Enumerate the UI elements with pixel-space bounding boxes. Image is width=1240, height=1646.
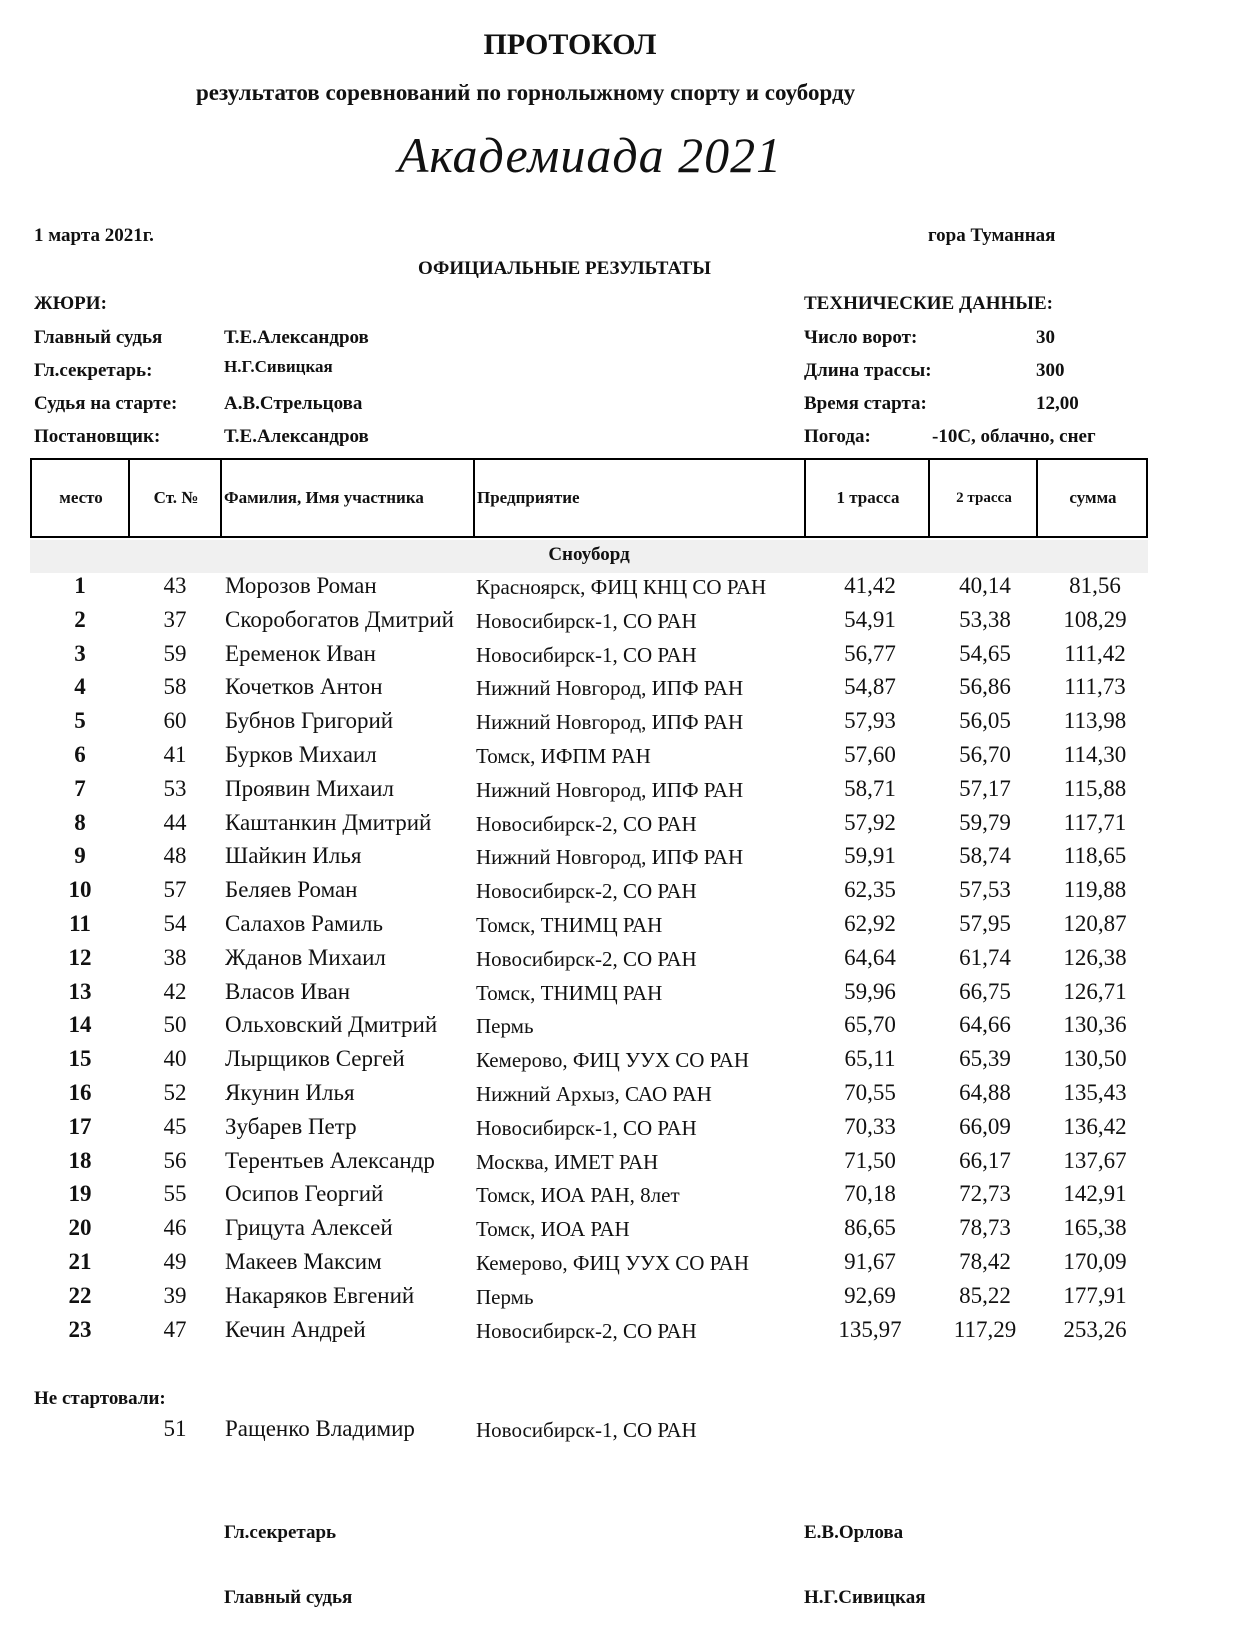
- participant-name-cell: Накаряков Евгений: [225, 1282, 415, 1308]
- start-number-cell: 55: [163, 1181, 187, 1207]
- document-title: ПРОТОКОЛ: [483, 28, 657, 61]
- place-cell: 6: [74, 742, 86, 767]
- signature-role: Главный судья: [224, 1587, 353, 1608]
- run1-time-cell: 54,87: [844, 674, 896, 700]
- organization-cell: Красноярск, ФИЦ КНЦ СО РАН: [476, 575, 767, 599]
- organization-cell: Томск, ИФПМ РАН: [476, 744, 651, 768]
- run2-time-cell: 65,39: [959, 1046, 1011, 1072]
- table-row: [0, 1181, 1240, 1215]
- jury-heading: ЖЮРИ:: [34, 293, 107, 314]
- jury-name: Т.Е.Александров: [224, 426, 369, 447]
- table-row: [0, 1080, 1240, 1114]
- participant-name-cell: Ольховский Дмитрий: [225, 1012, 438, 1038]
- jury-role: Главный судья: [34, 327, 163, 348]
- total-time-cell: 108,29: [1063, 606, 1127, 632]
- organization-cell: Томск, ИОА РАН: [476, 1217, 630, 1242]
- column-header-place: место: [59, 488, 103, 507]
- total-time-cell: 130,50: [1063, 1046, 1127, 1072]
- start-number-cell: 49: [163, 1249, 187, 1274]
- total-time-cell: 81,56: [1069, 573, 1121, 598]
- participant-name-cell: Морозов Роман: [225, 573, 377, 598]
- total-time-cell: 170,09: [1063, 1249, 1127, 1274]
- organization-cell: Нижний Новгород, ИПФ РАН: [476, 676, 744, 701]
- run1-time-cell: 71,50: [844, 1147, 896, 1173]
- table-row: [0, 1215, 1240, 1249]
- table-row: [0, 708, 1240, 742]
- total-time-cell: 165,38: [1063, 1215, 1127, 1241]
- place-cell: 1: [74, 573, 86, 598]
- participant-name-cell: Бурков Михаил: [225, 742, 377, 767]
- table-row: [0, 1114, 1240, 1148]
- participant-name-cell: Терентьев Александр: [225, 1147, 435, 1173]
- run2-time-cell: 58,74: [959, 843, 1011, 869]
- jury-name: Н.Г.Сивицкая: [224, 357, 333, 376]
- place-cell: 5: [74, 708, 86, 734]
- organization-cell: Новосибирск-2, СО РАН: [476, 811, 697, 836]
- table-row: [0, 1148, 1240, 1182]
- total-time-cell: 119,88: [1063, 877, 1127, 903]
- start-number-cell: 40: [163, 1046, 187, 1072]
- run2-time-cell: 117,29: [953, 1316, 1017, 1342]
- start-number-cell: 54: [163, 911, 187, 936]
- start-number-cell: 58: [163, 674, 187, 700]
- start-number-cell: 52: [163, 1080, 187, 1105]
- start-number-cell: 47: [163, 1316, 187, 1342]
- column-header-run2: 2 трасса: [956, 489, 1012, 506]
- run2-time-cell: 53,38: [959, 606, 1011, 632]
- organization-cell: Новосибирск-1, СО РАН: [476, 642, 697, 667]
- dns-heading: Не стартовали:: [34, 1388, 166, 1409]
- run1-time-cell: 62,92: [844, 911, 896, 936]
- organization-cell: Пермь: [476, 1014, 534, 1039]
- participant-name-cell: Беляев Роман: [225, 877, 358, 903]
- table-row: [0, 843, 1240, 877]
- start-number-cell: 46: [163, 1215, 187, 1241]
- run1-time-cell: 62,35: [844, 877, 896, 903]
- participant-name-cell: Зубарев Петр: [225, 1113, 357, 1139]
- date: 1 марта 2021г.: [34, 225, 154, 246]
- total-time-cell: 130,36: [1063, 1012, 1127, 1038]
- total-time-cell: 111,73: [1064, 674, 1126, 700]
- organization-cell: Москва, ИМЕТ РАН: [476, 1149, 659, 1174]
- run2-time-cell: 64,88: [959, 1080, 1011, 1105]
- participant-name-cell: Проявин Михаил: [225, 775, 394, 801]
- run1-time-cell: 56,77: [844, 640, 896, 666]
- organization-cell: Нижний Новгород, ИПФ РАН: [476, 777, 744, 802]
- run2-time-cell: 57,53: [959, 877, 1011, 903]
- place-cell: 18: [68, 1147, 92, 1173]
- run2-time-cell: 56,70: [959, 742, 1011, 767]
- place-cell: 21: [68, 1249, 92, 1274]
- total-time-cell: 253,26: [1063, 1316, 1127, 1342]
- organization-cell: Нижний Архыз, САО РАН: [476, 1082, 712, 1106]
- place-cell: 4: [74, 674, 86, 700]
- dns-number: 51: [163, 1416, 187, 1441]
- column-header-number: Ст. №: [153, 488, 199, 507]
- tech-value: 300: [1036, 360, 1065, 381]
- signature-name: Н.Г.Сивицкая: [804, 1587, 926, 1608]
- place-cell: 12: [68, 944, 92, 970]
- signature-role: Гл.секретарь: [224, 1522, 337, 1543]
- total-time-cell: 137,67: [1063, 1147, 1127, 1173]
- place-cell: 8: [74, 809, 86, 835]
- participant-name-cell: Кочетков Антон: [225, 674, 383, 700]
- place-cell: 20: [68, 1215, 92, 1241]
- start-number-cell: 56: [163, 1147, 187, 1173]
- organization-cell: Томск, ТНИМЦ РАН: [476, 980, 663, 1005]
- total-time-cell: 142,91: [1063, 1181, 1127, 1207]
- place-cell: 15: [68, 1046, 92, 1072]
- run1-time-cell: 70,18: [844, 1181, 896, 1207]
- table-row: [0, 1249, 1240, 1283]
- tech-heading: ТЕХНИЧЕСКИЕ ДАННЫЕ:: [804, 293, 1053, 314]
- total-time-cell: 177,91: [1063, 1282, 1127, 1308]
- run1-time-cell: 70,33: [844, 1113, 896, 1139]
- run2-time-cell: 57,17: [959, 775, 1011, 801]
- tech-value: -10С, облачно, снег: [932, 426, 1096, 447]
- signature-name: Е.В.Орлова: [804, 1522, 904, 1543]
- run2-time-cell: 54,65: [959, 640, 1011, 666]
- tech-label: Число ворот:: [804, 327, 918, 348]
- participant-name-cell: Каштанкин Дмитрий: [225, 809, 432, 835]
- table-row: [0, 911, 1240, 945]
- total-time-cell: 113,98: [1063, 708, 1127, 734]
- total-time-cell: 117,71: [1063, 809, 1127, 835]
- place-cell: 2: [74, 606, 86, 632]
- run2-time-cell: 66,17: [959, 1147, 1011, 1173]
- place-cell: 9: [74, 843, 86, 869]
- start-number-cell: 39: [163, 1282, 187, 1308]
- organization-cell: Пермь: [476, 1284, 534, 1309]
- participant-name-cell: Бубнов Григорий: [225, 708, 394, 734]
- start-number-cell: 44: [163, 809, 187, 835]
- location: гора Туманная: [928, 225, 1056, 246]
- participant-name-cell: Осипов Георгий: [225, 1181, 384, 1207]
- organization-cell: Новосибирск-2, СО РАН: [476, 879, 697, 904]
- column-header-organization: Предприятие: [477, 488, 580, 507]
- table-row: [0, 607, 1240, 641]
- organization-cell: Нижний Новгород, ИПФ РАН: [476, 845, 744, 870]
- column-header-run1: 1 трасса: [836, 488, 900, 507]
- run2-time-cell: 59,79: [959, 809, 1011, 835]
- start-number-cell: 53: [163, 775, 187, 801]
- run2-time-cell: 72,73: [959, 1181, 1011, 1207]
- tech-value: 30: [1036, 327, 1055, 348]
- jury-role: Гл.секретарь:: [34, 360, 153, 381]
- organization-cell: Томск, ИОА РАН, 8лет: [476, 1183, 680, 1208]
- total-time-cell: 135,43: [1063, 1080, 1127, 1105]
- start-number-cell: 42: [163, 978, 187, 1004]
- run1-time-cell: 57,92: [844, 809, 896, 835]
- run2-time-cell: 66,75: [959, 978, 1011, 1004]
- run2-time-cell: 56,05: [959, 708, 1011, 734]
- run2-time-cell: 61,74: [959, 944, 1011, 970]
- place-cell: 14: [68, 1012, 92, 1038]
- tech-label: Погода:: [804, 426, 871, 447]
- run1-time-cell: 57,93: [844, 708, 896, 734]
- table-row: [0, 877, 1240, 911]
- organization-cell: Томск, ТНИМЦ РАН: [476, 913, 663, 937]
- table-row: [0, 674, 1240, 708]
- document-subtitle: результатов соревнований по горнолыжному спорту и соуборду: [196, 80, 856, 105]
- start-number-cell: 60: [163, 708, 187, 734]
- participant-name-cell: Еременок Иван: [225, 640, 376, 666]
- table-row: [0, 979, 1240, 1013]
- participant-name-cell: Шайкин Илья: [225, 843, 362, 869]
- run2-time-cell: 85,22: [959, 1282, 1011, 1308]
- run2-time-cell: 56,86: [959, 674, 1011, 700]
- participant-name-cell: Макеев Максим: [225, 1249, 382, 1274]
- table-header: [30, 458, 1148, 538]
- run2-time-cell: 40,14: [959, 573, 1011, 598]
- total-time-cell: 118,65: [1063, 843, 1127, 869]
- total-time-cell: 114,30: [1063, 742, 1127, 767]
- total-time-cell: 126,38: [1063, 944, 1127, 970]
- place-cell: 23: [68, 1316, 92, 1342]
- place-cell: 22: [68, 1282, 92, 1308]
- table-row: [0, 945, 1240, 979]
- total-time-cell: 136,42: [1063, 1113, 1127, 1139]
- run1-time-cell: 59,96: [844, 978, 896, 1004]
- participant-name-cell: Якунин Илья: [225, 1080, 355, 1105]
- organization-cell: Кемерово, ФИЦ УУХ СО РАН: [476, 1048, 749, 1073]
- run2-time-cell: 78,73: [959, 1215, 1011, 1241]
- event-title: Академиада 2021: [397, 127, 783, 183]
- run1-time-cell: 58,71: [844, 775, 896, 801]
- organization-cell: Новосибирск-1, СО РАН: [476, 608, 697, 633]
- tech-value: 12,00: [1036, 393, 1079, 414]
- place-cell: 16: [68, 1080, 92, 1105]
- total-time-cell: 115,88: [1063, 775, 1127, 801]
- jury-name: Т.Е.Александров: [224, 327, 369, 348]
- column-header-sum: сумма: [1069, 488, 1117, 507]
- run1-time-cell: 86,65: [844, 1215, 896, 1241]
- start-number-cell: 37: [163, 606, 187, 632]
- official-results-heading: ОФИЦИАЛЬНЫЕ РЕЗУЛЬТАТЫ: [418, 258, 711, 279]
- jury-role: Постановщик:: [34, 426, 161, 447]
- table-row: [0, 573, 1240, 607]
- run2-time-cell: 57,95: [959, 911, 1011, 936]
- place-cell: 3: [74, 640, 86, 666]
- total-time-cell: 111,42: [1064, 640, 1126, 666]
- start-number-cell: 57: [163, 877, 187, 903]
- total-time-cell: 120,87: [1063, 911, 1127, 936]
- start-number-cell: 43: [163, 573, 187, 598]
- organization-cell: Новосибирск-2, СО РАН: [476, 1318, 697, 1343]
- tech-label: Длина трассы:: [804, 360, 932, 381]
- table-row: [0, 776, 1240, 810]
- participant-name-cell: Жданов Михаил: [225, 944, 386, 970]
- run2-time-cell: 64,66: [959, 1012, 1011, 1038]
- run1-time-cell: 57,60: [844, 742, 896, 767]
- participant-name-cell: Грицута Алексей: [225, 1215, 393, 1241]
- total-time-cell: 126,71: [1063, 978, 1127, 1004]
- participant-name-cell: Власов Иван: [225, 978, 351, 1004]
- run2-time-cell: 66,09: [959, 1113, 1011, 1139]
- table-row: [0, 1283, 1240, 1317]
- run1-time-cell: 41,42: [844, 573, 896, 598]
- place-cell: 19: [68, 1181, 92, 1207]
- run1-time-cell: 92,69: [844, 1282, 896, 1308]
- dns-name: Ращенко Владимир: [225, 1416, 415, 1441]
- run2-time-cell: 78,42: [959, 1249, 1011, 1274]
- table-row: [0, 641, 1240, 675]
- organization-cell: Новосибирск-2, СО РАН: [476, 946, 697, 971]
- start-number-cell: 45: [163, 1113, 187, 1139]
- start-number-cell: 38: [163, 944, 187, 970]
- run1-time-cell: 70,55: [844, 1080, 896, 1105]
- place-cell: 11: [69, 911, 91, 936]
- participant-name-cell: Салахов Рамиль: [225, 911, 384, 936]
- group-label: Сноуборд: [548, 544, 630, 565]
- place-cell: 17: [68, 1113, 92, 1139]
- start-number-cell: 59: [163, 640, 187, 666]
- run1-time-cell: 59,91: [844, 843, 896, 869]
- table-row: [0, 742, 1240, 776]
- organization-cell: Нижний Новгород, ИПФ РАН: [476, 710, 744, 735]
- place-cell: 13: [68, 978, 92, 1004]
- table-row: [0, 810, 1240, 844]
- dns-org: Новосибирск-1, СО РАН: [476, 1418, 697, 1442]
- table-row: [0, 1046, 1240, 1080]
- place-cell: 10: [68, 877, 92, 903]
- run1-time-cell: 54,91: [844, 606, 896, 632]
- run1-time-cell: 135,97: [838, 1316, 902, 1342]
- participant-name-cell: Лырщиков Сергей: [225, 1046, 405, 1072]
- table-row: [0, 1012, 1240, 1046]
- tech-label: Время старта:: [804, 393, 927, 414]
- jury-role: Судья на старте:: [34, 393, 178, 414]
- organization-cell: Кемерово, ФИЦ УУХ СО РАН: [476, 1251, 749, 1275]
- participant-name-cell: Скоробогатов Дмитрий: [225, 606, 454, 632]
- run1-time-cell: 91,67: [844, 1249, 896, 1274]
- participant-name-cell: Кечин Андрей: [225, 1316, 366, 1342]
- place-cell: 7: [74, 775, 86, 801]
- column-header-name: Фамилия, Имя участника: [224, 488, 424, 507]
- start-number-cell: 50: [163, 1012, 187, 1038]
- organization-cell: Новосибирск-1, СО РАН: [476, 1115, 697, 1140]
- run1-time-cell: 65,11: [844, 1046, 896, 1072]
- run1-time-cell: 65,70: [844, 1012, 896, 1038]
- start-number-cell: 48: [163, 843, 187, 869]
- dns-row: [0, 1416, 1240, 1450]
- start-number-cell: 41: [163, 742, 187, 767]
- run1-time-cell: 64,64: [844, 944, 896, 970]
- jury-name: А.В.Стрельцова: [224, 393, 363, 414]
- table-row: [0, 1317, 1240, 1351]
